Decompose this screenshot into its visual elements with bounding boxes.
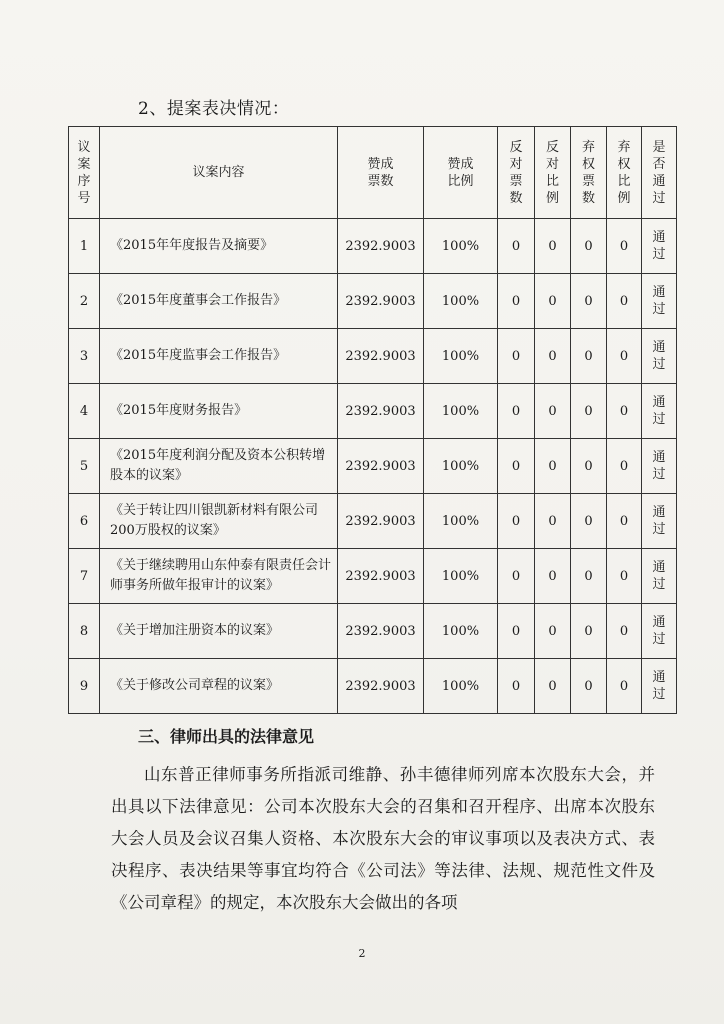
cell-against-ratio: 0 [535,219,571,274]
cell-against-ratio: 0 [535,329,571,384]
cell-seq: 5 [69,439,100,494]
cell-seq: 4 [69,384,100,439]
cell-abstain-ratio: 0 [607,439,642,494]
cell-seq: 3 [69,329,100,384]
cell-passed: 通过 [642,604,677,659]
cell-against-ratio: 0 [535,274,571,329]
table-row [69,329,677,384]
cell-for-votes: 2392.9003 [338,659,424,714]
section-heading-legal-opinion: 三、律师出具的法律意见 [138,727,315,746]
cell-abstain-votes: 0 [571,494,607,549]
cell-for-votes: 2392.9003 [338,494,424,549]
section-title: 2、提案表决情况： [138,99,290,119]
cell-seq: 8 [69,604,100,659]
cell-against-votes: 0 [498,604,535,659]
cell-abstain-votes: 0 [571,604,607,659]
page-number: 2 [358,947,366,960]
header-seq: 议案序号 [69,127,100,219]
cell-for-ratio: 100% [424,219,498,274]
cell-against-ratio: 0 [535,439,571,494]
cell-against-votes: 0 [498,494,535,549]
cell-abstain-ratio: 0 [607,384,642,439]
cell-abstain-ratio: 0 [607,494,642,549]
cell-for-votes: 2392.9003 [338,604,424,659]
cell-abstain-votes: 0 [571,219,607,274]
table-row [69,219,677,274]
header-abstain-ratio: 弃权比例 [607,127,642,219]
cell-for-ratio: 100% [424,439,498,494]
cell-abstain-ratio: 0 [607,329,642,384]
cell-seq: 2 [69,274,100,329]
cell-for-votes: 2392.9003 [338,274,424,329]
cell-against-votes: 0 [498,439,535,494]
table-row [69,494,677,549]
cell-abstain-ratio: 0 [607,659,642,714]
cell-passed: 通过 [642,329,677,384]
cell-for-ratio: 100% [424,549,498,604]
header-for-ratio: 赞成比例 [424,127,498,219]
cell-abstain-ratio: 0 [607,274,642,329]
header-against-votes: 反对票数 [498,127,535,219]
cell-against-ratio: 0 [535,604,571,659]
table-row [69,439,677,494]
cell-for-votes: 2392.9003 [338,384,424,439]
cell-passed: 通过 [642,549,677,604]
cell-abstain-votes: 0 [571,274,607,329]
header-content: 议案内容 [100,127,338,219]
header-passed: 是否通过 [642,127,677,219]
cell-abstain-ratio: 0 [607,604,642,659]
cell-content: 《关于修改公司章程的议案》 [100,659,338,714]
cell-against-ratio: 0 [535,384,571,439]
cell-seq: 9 [69,659,100,714]
cell-passed: 通过 [642,494,677,549]
cell-content: 《2015年度利润分配及资本公积转增股本的议案》 [100,439,338,494]
cell-for-ratio: 100% [424,494,498,549]
cell-passed: 通过 [642,219,677,274]
table-row [69,604,677,659]
table-header-row [69,127,677,219]
cell-against-ratio: 0 [535,659,571,714]
cell-abstain-votes: 0 [571,439,607,494]
cell-against-votes: 0 [498,329,535,384]
cell-content: 《2015年度董事会工作报告》 [100,274,338,329]
table-row [69,659,677,714]
table-row [69,274,677,329]
cell-content: 《关于继续聘用山东仲泰有限责任会计师事务所做年报审计的议案》 [100,549,338,604]
cell-against-votes: 0 [498,659,535,714]
cell-content: 《关于增加注册资本的议案》 [100,604,338,659]
cell-content: 《2015年度财务报告》 [100,384,338,439]
vote-results-table [68,126,677,714]
cell-passed: 通过 [642,659,677,714]
cell-for-votes: 2392.9003 [338,549,424,604]
cell-against-ratio: 0 [535,494,571,549]
cell-against-ratio: 0 [535,549,571,604]
cell-for-votes: 2392.9003 [338,329,424,384]
header-against-ratio: 反对比例 [535,127,571,219]
cell-abstain-votes: 0 [571,329,607,384]
cell-against-votes: 0 [498,274,535,329]
cell-for-ratio: 100% [424,329,498,384]
cell-seq: 6 [69,494,100,549]
header-abstain-votes: 弃权票数 [571,127,607,219]
cell-content: 《2015年度监事会工作报告》 [100,329,338,384]
cell-for-ratio: 100% [424,659,498,714]
cell-passed: 通过 [642,384,677,439]
cell-for-votes: 2392.9003 [338,219,424,274]
table-row [69,384,677,439]
cell-against-votes: 0 [498,384,535,439]
cell-content: 《2015年年度报告及摘要》 [100,219,338,274]
cell-against-votes: 0 [498,219,535,274]
cell-abstain-votes: 0 [571,384,607,439]
legal-opinion-paragraph: 山东普正律师事务所指派司维静、孙丰德律师列席本次股东大会，并出具以下法律意见：公司本次股东大会的召集和召开程序、出席本次股东大会人员及会议召集人资格、本次股东大会的审议事项以及表决方式、表决程序、表决结果等事宜均符合《公司法》等法律、法规、规范性文件及《公司章程》的规定，本次股东大会做出的各项 [111,765,655,912]
cell-passed: 通过 [642,274,677,329]
cell-for-ratio: 100% [424,384,498,439]
cell-abstain-votes: 0 [571,549,607,604]
cell-seq: 7 [69,549,100,604]
cell-abstain-votes: 0 [571,659,607,714]
header-for-votes: 赞成票数 [338,127,424,219]
cell-content: 《关于转让四川银凯新材料有限公司200万股权的议案》 [100,494,338,549]
cell-abstain-ratio: 0 [607,549,642,604]
cell-against-votes: 0 [498,549,535,604]
cell-passed: 通过 [642,439,677,494]
cell-seq: 1 [69,219,100,274]
cell-for-votes: 2392.9003 [338,439,424,494]
cell-abstain-ratio: 0 [607,219,642,274]
cell-for-ratio: 100% [424,604,498,659]
table-row [69,549,677,604]
cell-for-ratio: 100% [424,274,498,329]
